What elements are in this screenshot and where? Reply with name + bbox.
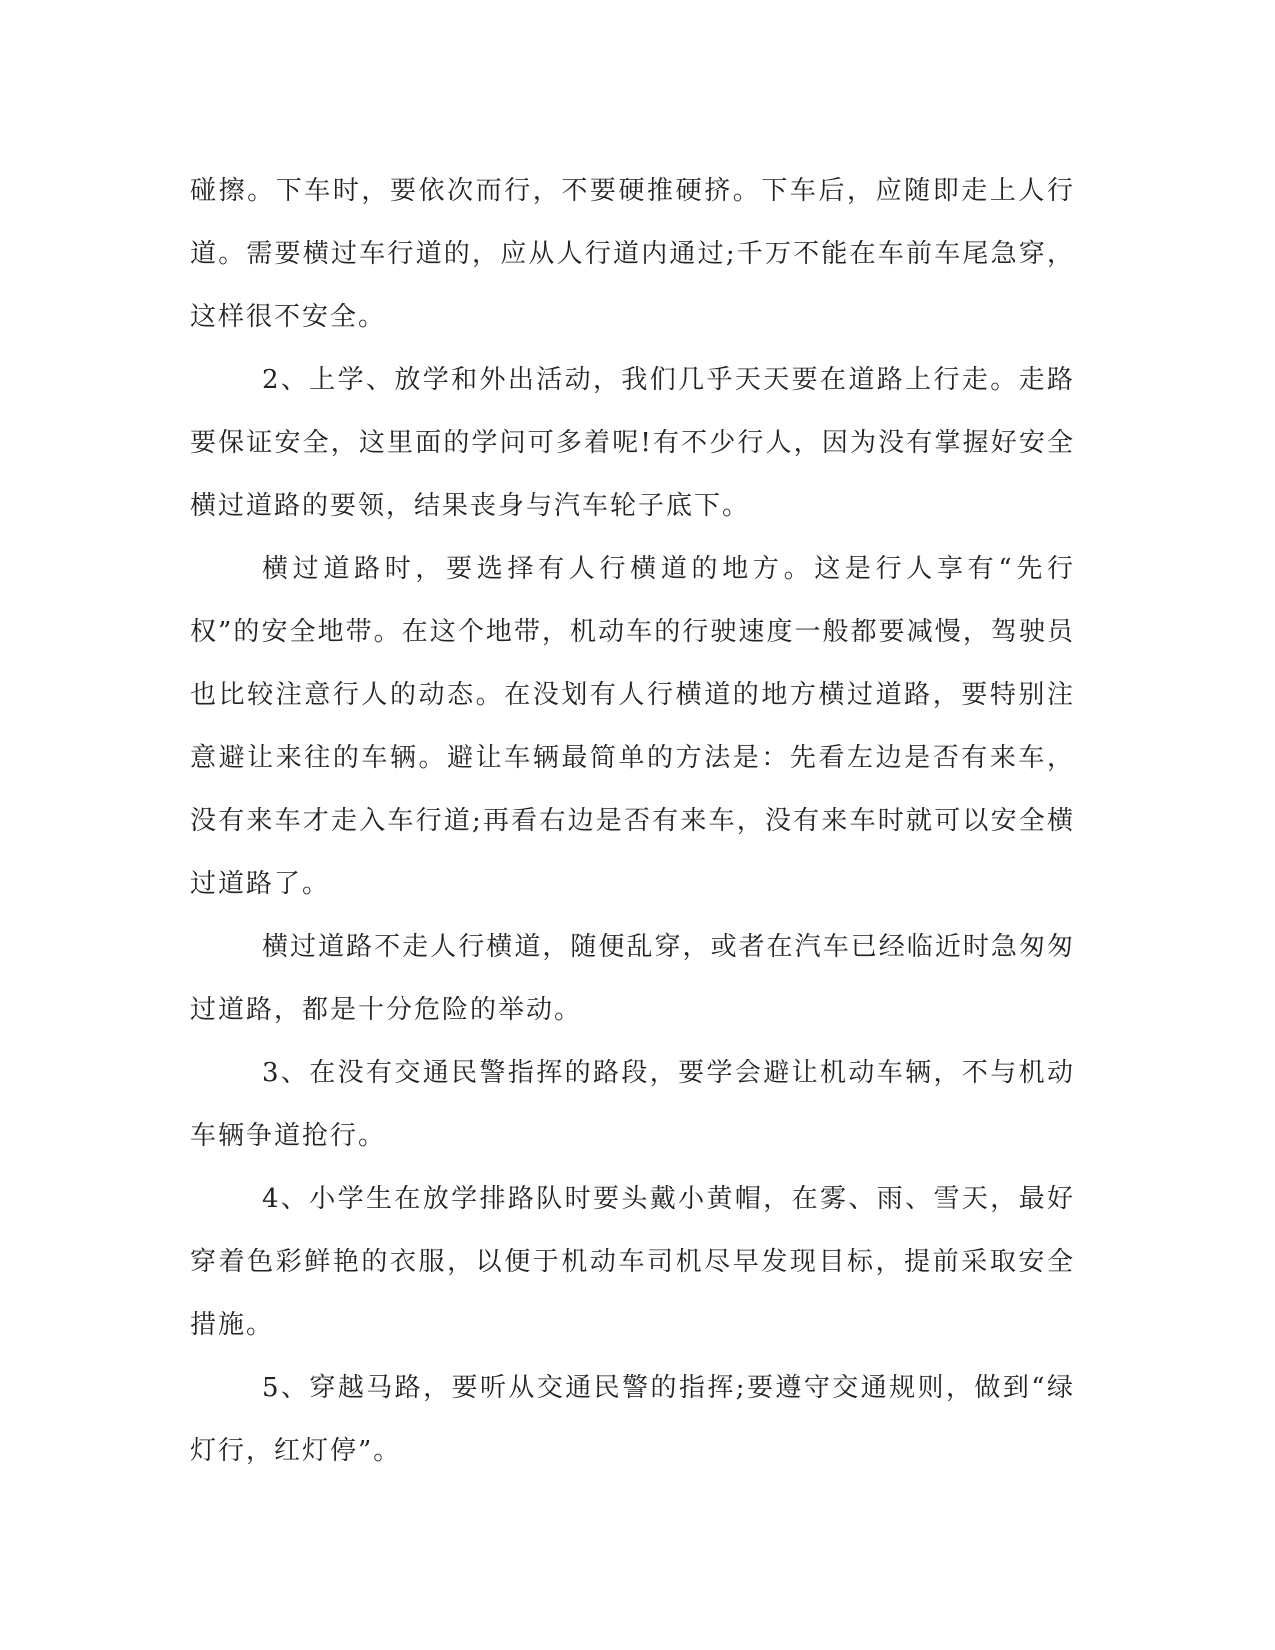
paragraph-item-5: 5、穿越马路，要听从交通民警的指挥;要遵守交通规则，做到“绿灯行，红灯停”。 [190, 1373, 1075, 1466]
paragraph-crossing-road: 横过道路时，要选择有人行横道的地方。这是行人享有“先行权”的安全地带。在这个地带，机动车的行驶速度一般都要减慢，驾驶员也比较注意行人的动态。在没划有人行横道的地方横过道路，要特别注意避让来往的车辆。避让车辆最简单的方法是：先看左边是否有来车，没有来车才走入车行道;再看右边是否有来车，没有来车时就可以安全横过道路了。 [190, 554, 1075, 899]
paragraph-continuation: 碰擦。下车时，要依次而行，不要硬推硬挤。下车后，应随即走上人行道。需要横过车行道的，应从人行道内通过;千万不能在车前车尾急穿，这样很不安全。 [190, 176, 1075, 332]
paragraph-danger: 横过道路不走人行横道，随便乱穿，或者在汽车已经临近时急匆匆过道路，都是十分危险的举动。 [190, 932, 1075, 1025]
paragraph-item-3: 3、在没有交通民警指挥的路段，要学会避让机动车辆，不与机动车辆争道抢行。 [190, 1058, 1075, 1151]
document-body [190, 160, 1075, 1483]
paragraph-item-2: 2、上学、放学和外出活动，我们几乎天天要在道路上行走。走路要保证安全，这里面的学问可多着呢!有不少行人，因为没有掌握好安全横过道路的要领，结果丧身与汽车轮子底下。 [190, 365, 1075, 521]
paragraph-item-4: 4、小学生在放学排路队时要头戴小黄帽，在雾、雨、雪天，最好穿着色彩鲜艳的衣服，以便于机动车司机尽早发现目标，提前采取安全措施。 [190, 1184, 1075, 1340]
